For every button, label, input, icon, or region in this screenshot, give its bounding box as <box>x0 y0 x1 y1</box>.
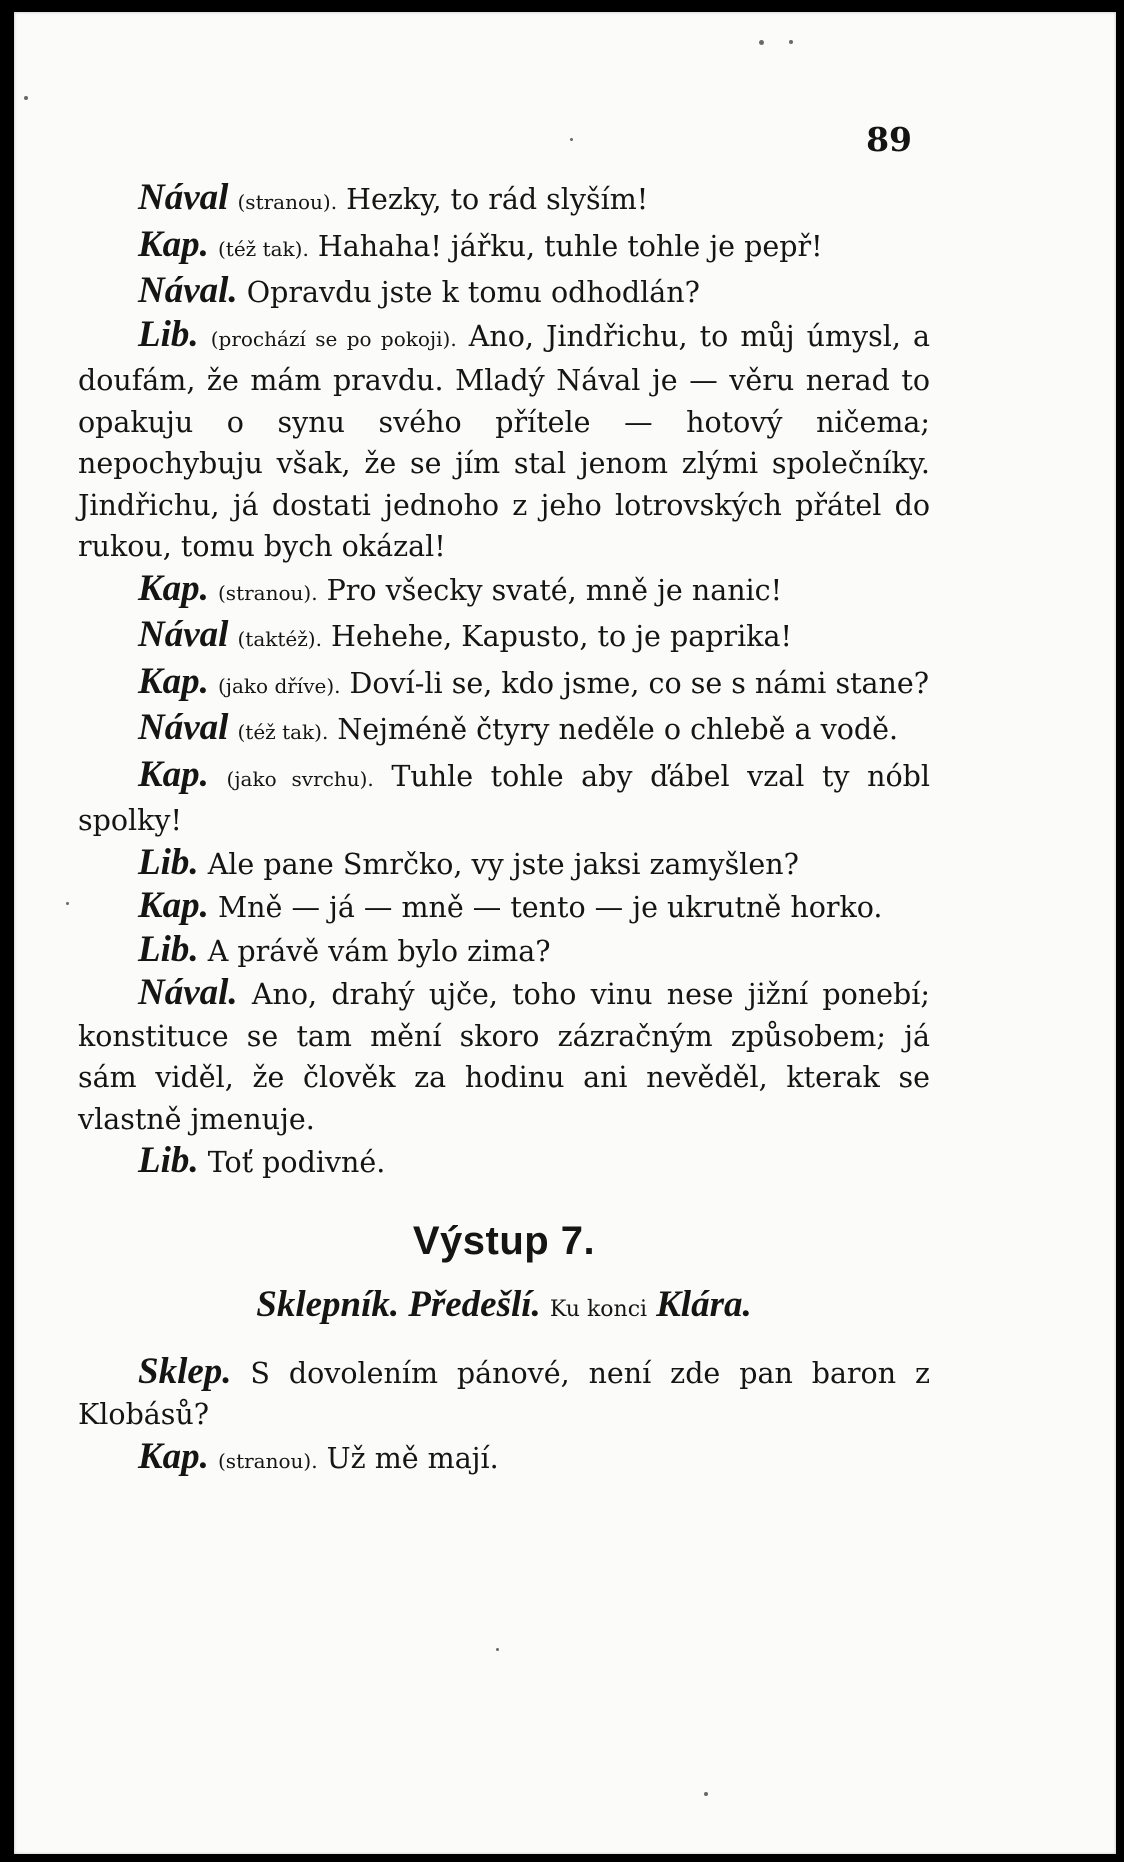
dialogue-text: Hezky, to rád slyším! <box>337 183 649 216</box>
speaker-name: Lib. <box>138 928 199 970</box>
speaker-name: Nával <box>138 177 229 218</box>
speaker-name: Nával. <box>138 972 238 1013</box>
dialogue-paragraph <box>78 972 930 1140</box>
book-page <box>14 12 1116 1854</box>
dialogue-text: Mně — já — mně — tento — je ukrutně horko. <box>208 891 883 924</box>
dialogue-paragraph <box>78 661 930 708</box>
speaker-name: Kap. <box>138 223 209 265</box>
dialogue-text: S dovolením pánové, není zde pan baron z Klobásů? <box>78 1356 930 1431</box>
stage-direction: (taktéž). <box>237 627 322 651</box>
dialogue-paragraph <box>78 314 930 568</box>
dialogue-paragraph <box>78 1436 930 1483</box>
dialogue-paragraph <box>78 224 930 271</box>
cast-note: Ku konci <box>549 1296 648 1322</box>
dialogue-text: A právě vám bylo zima? <box>198 934 551 968</box>
stage-direction: (prochází se po pokoji). <box>210 326 457 351</box>
dialogue-text: Už mě mají. <box>317 1441 499 1475</box>
stage-direction: (jako dříve). <box>218 673 341 698</box>
dialogue-text: Hahaha! jářku, tuhle tohle je pepř! <box>308 229 823 263</box>
dialogue-paragraph <box>78 707 930 754</box>
stage-direction: (též tak). <box>218 236 309 261</box>
stage-direction: (stranou). <box>237 190 338 214</box>
speaker-name: Lib. <box>138 841 199 883</box>
dialogue-paragraph <box>78 614 930 661</box>
stage-direction: (stranou). <box>218 580 318 605</box>
dialogue-text: Tuhle tohle aby ďábel vzal ty nóbl spolky! <box>78 759 930 837</box>
dialogue-text: Opravdu jste k tomu odhodlán? <box>237 276 700 309</box>
scene-heading: Výstup 7. <box>412 1218 596 1263</box>
dialogue-paragraph <box>78 1140 930 1184</box>
dialogue-text: Hehehe, Kapusto, to je paprika! <box>321 620 792 653</box>
dialogue-paragraph <box>78 754 930 842</box>
dialogue-paragraph <box>78 885 930 929</box>
stage-direction: (jako svrchu). <box>226 766 374 791</box>
page-text-block <box>78 177 930 1482</box>
dialogue-text: Ano, Jindřichu, to můj úmysl, a doufám, že mám pravdu. Mladý Nával je — věru nerad to opakuju o synu svého přítele — hotový ničema; nepochybuju však, že se jím stal jenom zlými společníky. Jindřichu, já dostati jednoho z jeho lotrovských přátel do rukou, tomu bych okázal! <box>78 319 930 563</box>
speaker-name: Kap. <box>138 885 209 926</box>
cast-name: Předešlí. <box>408 1283 541 1325</box>
dialogue-paragraph <box>78 568 930 615</box>
cast-name: Sklepník. <box>256 1283 400 1325</box>
dialogue-text: Toť podivné. <box>198 1146 386 1179</box>
cast-name: Klára. <box>656 1283 752 1325</box>
dialogue-paragraph <box>78 177 930 224</box>
speaker-name: Kap. <box>138 567 209 609</box>
dialogue-text: Ano, drahý ujče, toho vinu nese jižní ponebí; konstituce se tam mění skoro zázračným způsobem; já sám viděl, že člověk za hodinu ani nevěděl, kterak se vlastně jmenuje. <box>78 978 930 1136</box>
page-number: 89 <box>866 120 912 159</box>
dialogue-paragraph <box>78 929 930 973</box>
speaker-name: Kap. <box>138 660 209 702</box>
stage-direction: (též tak). <box>237 720 329 744</box>
scan-speck <box>759 40 764 45</box>
stage-direction: (stranou). <box>218 1448 318 1473</box>
dialogue-text: Ale pane Smrčko, vy jste jaksi zamyšlen? <box>198 847 799 881</box>
dialogue-paragraph <box>78 270 930 314</box>
speaker-name: Kap. <box>138 753 209 795</box>
scan-speck <box>570 138 573 141</box>
speaker-name: Lib. <box>138 313 199 355</box>
dialogue-text: Nejméně čtyry neděle o chlebě a vodě. <box>328 713 899 746</box>
scan-speck <box>789 40 793 44</box>
scan-speck <box>704 1792 708 1796</box>
dialogue-text: Pro všecky svaté, mně je nanic! <box>317 573 783 607</box>
dialogue-paragraph <box>78 1351 930 1436</box>
speaker-name: Lib. <box>138 1140 199 1181</box>
speaker-name: Nával <box>138 707 229 748</box>
scan-speck <box>496 1648 499 1651</box>
scan-speck <box>24 96 28 100</box>
scene-cast-line <box>78 1280 930 1335</box>
scan-speck <box>66 902 69 905</box>
speaker-name: Nával <box>138 614 229 655</box>
speaker-name: Sklep. <box>138 1350 232 1392</box>
dialogue-paragraph <box>78 842 930 886</box>
speaker-name: Nával. <box>138 270 238 311</box>
dialogue-text: Doví-li se, kdo jsme, co se s námi stane? <box>340 666 930 700</box>
speaker-name: Kap. <box>138 1435 209 1477</box>
